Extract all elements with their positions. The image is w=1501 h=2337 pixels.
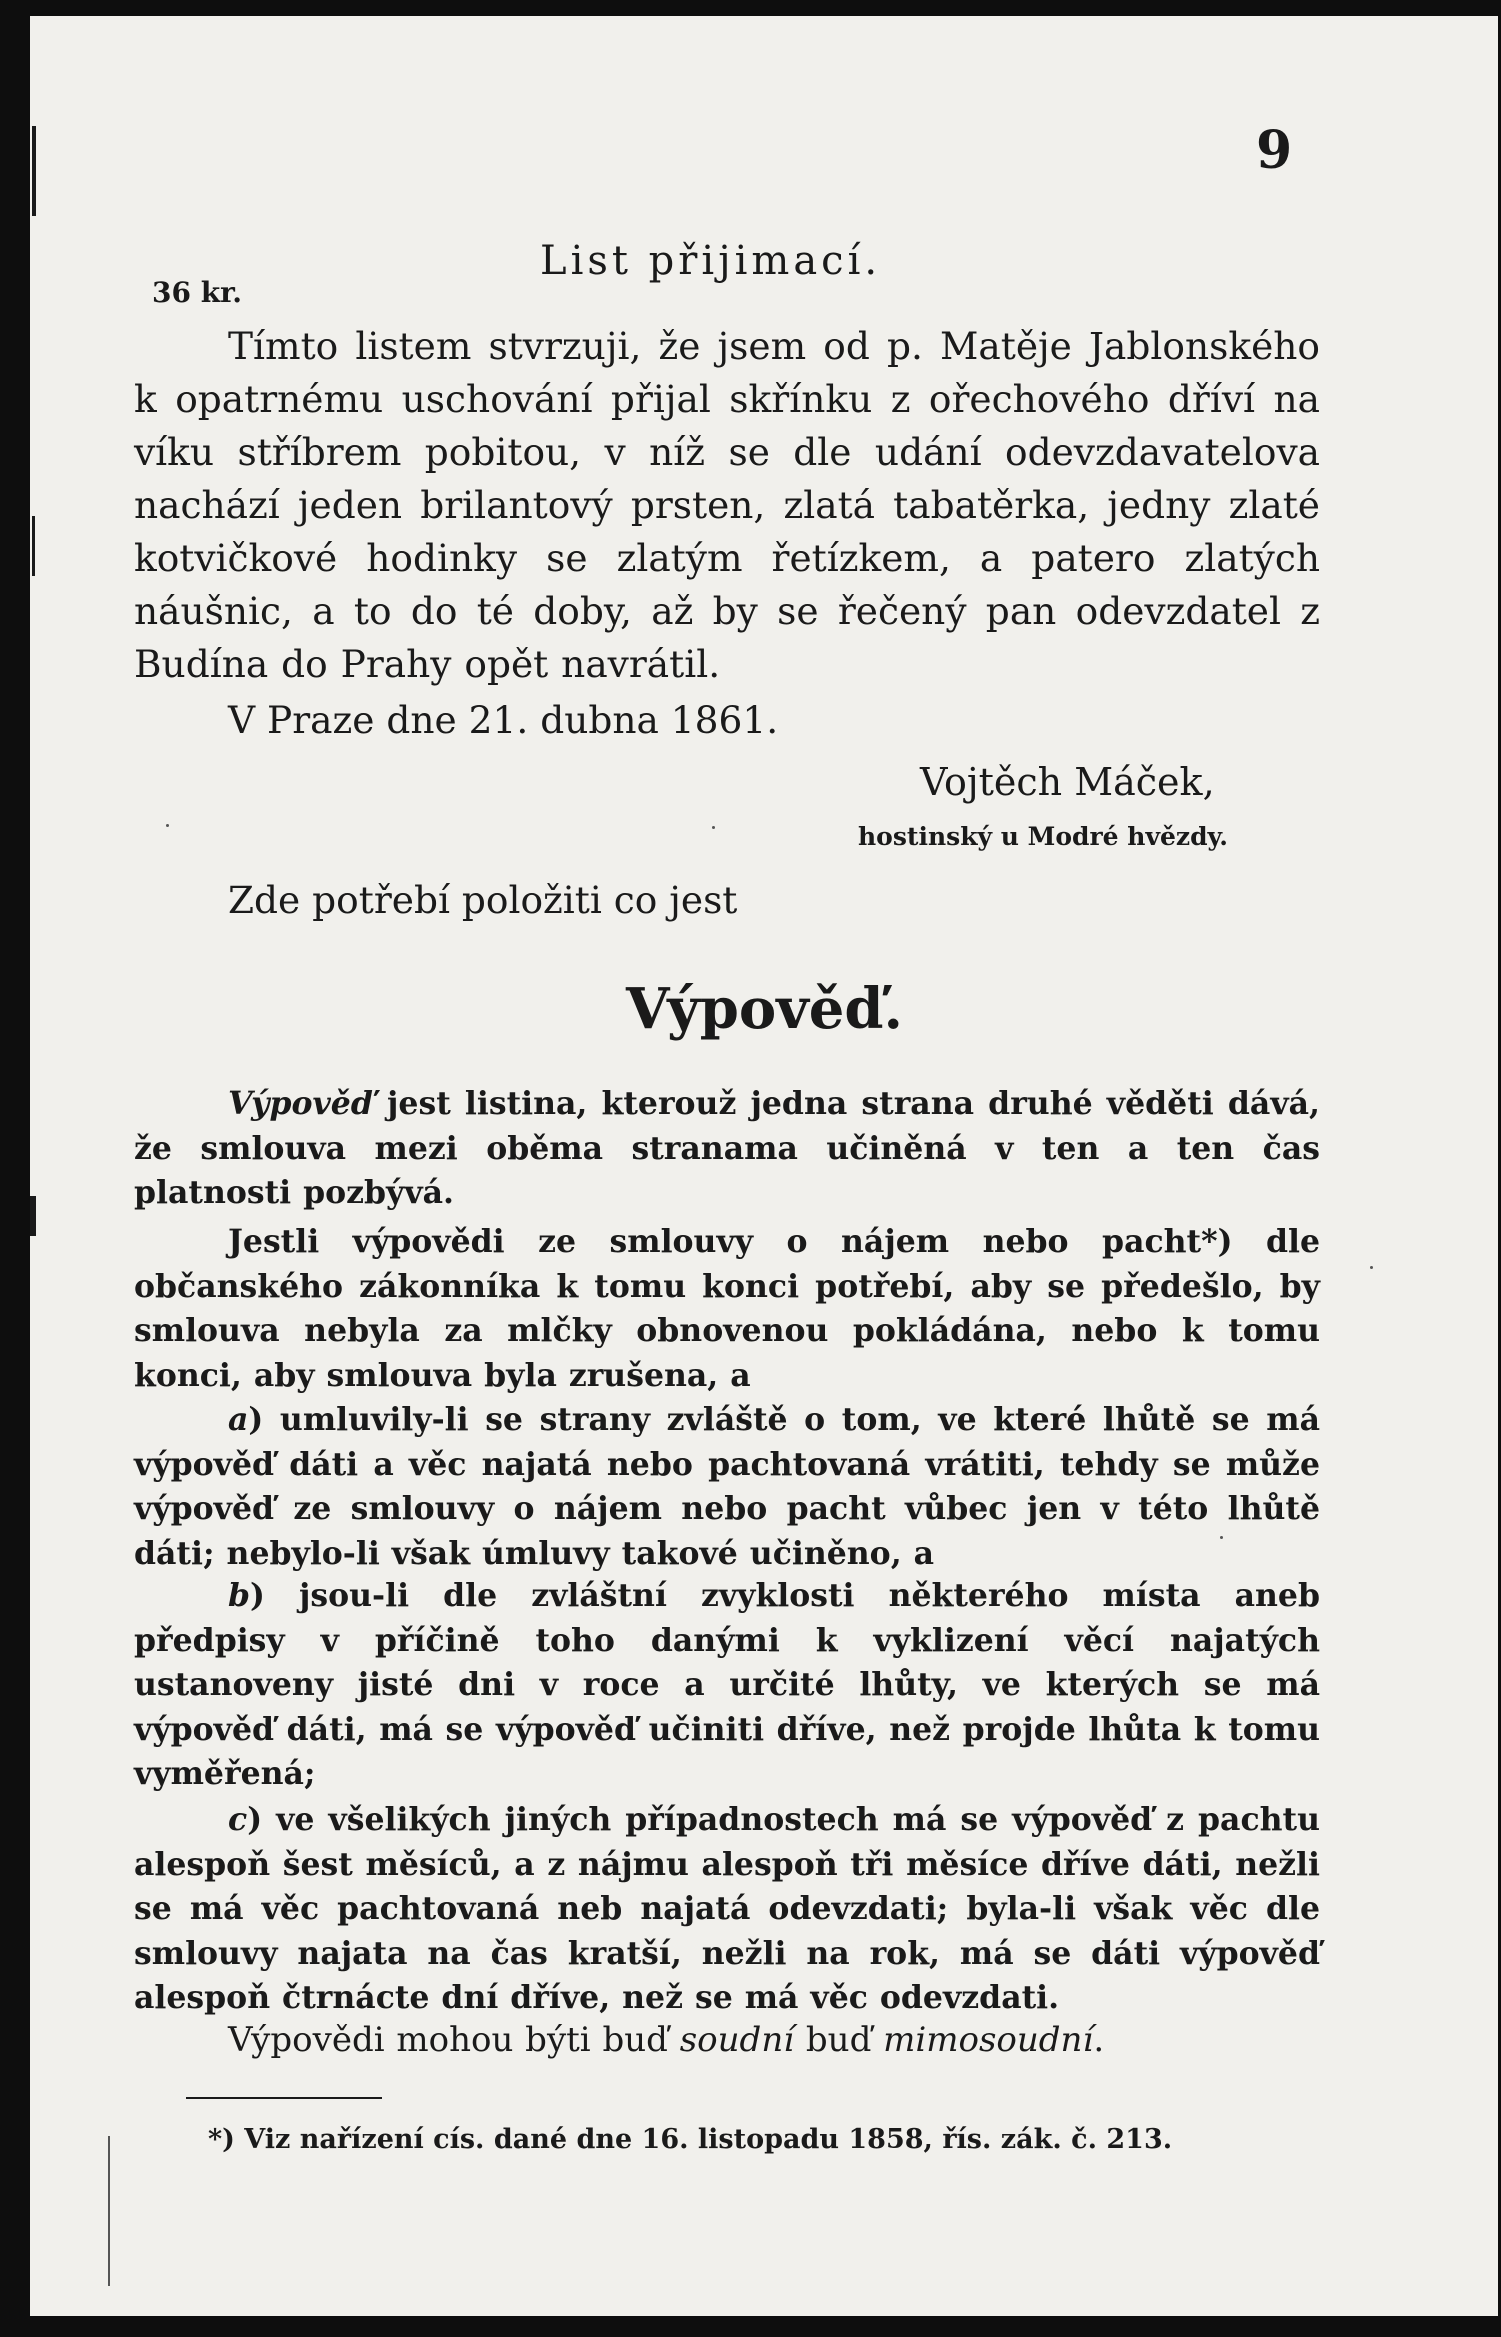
item-a: [134, 1398, 1320, 1576]
signer-role: hostinský u Modré hvězdy.: [858, 822, 1228, 851]
scan-speck: [1370, 1266, 1373, 1269]
item-a-letter: a: [228, 1401, 249, 1438]
signer-name: Vojtěch Máček,: [920, 760, 1215, 804]
paragraph-2: Jestli výpovědi ze smlouvy o nájem nebo pacht*) dle občanského zákonníka k tomu konci potřebí, aby se předešlo, by smlouva nebyla za mlčky obnovenou pokládána, nebo k tomu konci, aby smlouva byla zrušena, a: [134, 1223, 1320, 1394]
item-b: [134, 1574, 1320, 1797]
scan-edge-mark: [30, 1196, 36, 1236]
scan-edge-mark: [32, 516, 35, 576]
definition-text: jest listina, kterouž jedna strana druhé věděti dává, že smlouva mezi oběma stranama učiněná v ten a ten čas platnosti pozbývá.: [134, 1085, 1320, 1211]
page-number: 9: [1256, 120, 1293, 181]
date-line: V Praze dne 21. dubna 1861.: [228, 698, 779, 742]
closing-term-mimosoudni: mimosoudní: [883, 2020, 1094, 2060]
closing-suffix: .: [1093, 2020, 1105, 2060]
scan-speck: [166, 824, 169, 827]
closing-term-soudni: soudní: [679, 2020, 795, 2060]
closing-middle: buď: [794, 2020, 884, 2060]
closing-prefix: Výpovědi mohou býti buď: [228, 2020, 680, 2060]
scan-speck: [712, 826, 715, 829]
footnote-divider: [186, 2097, 382, 2099]
item-c: [134, 1798, 1320, 2021]
receipt-text: Tímto listem stvrzuji, že jsem od p. Matěje Jablonského k opatrnému uschování přijal skřínku z ořechového dříví na víku stříbrem pobitou, v níž se dle udání odevzdavatelova nachází jeden brilantový prsten, zlatá tabatěrka, jedny zlaté kotvičkové hodinky se zlatým řetízkem, a patero zlatých náušnic, a to do té doby, až by se řečený pan odevzdatel z Budína do Prahy opět navrátil.: [134, 324, 1320, 686]
closing-paragraph: [134, 2020, 1320, 2060]
item-a-text: ) umluvily-li se strany zvláště o tom, ve které lhůtě se má výpověď dáti a věc najatá nebo pachtovaná vrátiti, tehdy se může výpověď ze smlouvy o nájem nebo pacht vůbec jen v této lhůtě dáti; nebylo-li však úmluvy takové učiněno, a: [134, 1401, 1320, 1572]
scan-edge-mark: [108, 2136, 110, 2286]
definition-paragraph: [134, 1082, 1320, 1216]
receipt-heading: List přijimací.: [540, 238, 882, 284]
instruction-line: Zde potřebí položiti co jest: [228, 878, 738, 922]
item-c-text: ) ve všelikých jiných případnostech má se výpověď z pachtu alespoň šest měsíců, a z nájmu alespoň tři měsíce dříve dáti, nežli se má věc pachtovaná neb najatá odevzdati; byla-li však věc dle smlouvy najata na čas kratší, nežli na rok, má se dáti výpověď alespoň čtrnácte dní dříve, než se má věc odevzdati.: [134, 1801, 1320, 2016]
scan-edge-mark: [32, 126, 36, 216]
item-b-text: ) jsou-li dle zvláštní zvyklosti některého místa aneb předpisy v příčině toho danými k vyklizení věcí najatých ustanoveny jisté dni v roce a určité lhůty, ve kterých se má výpověď dáti, má se výpověď učiniti dříve, než projde lhůta k tomu vyměřená;: [134, 1577, 1320, 1792]
price-label: 36 kr.: [152, 276, 243, 309]
item-c-letter: c: [228, 1801, 248, 1838]
section-title: Výpověď.: [626, 976, 904, 1042]
definition-term: Výpověď: [228, 1085, 373, 1122]
footnote: *) Viz nařízení cís. dané dne 16. listopadu 1858, řís. zák. č. 213.: [208, 2124, 1173, 2155]
item-b-letter: b: [228, 1577, 251, 1614]
